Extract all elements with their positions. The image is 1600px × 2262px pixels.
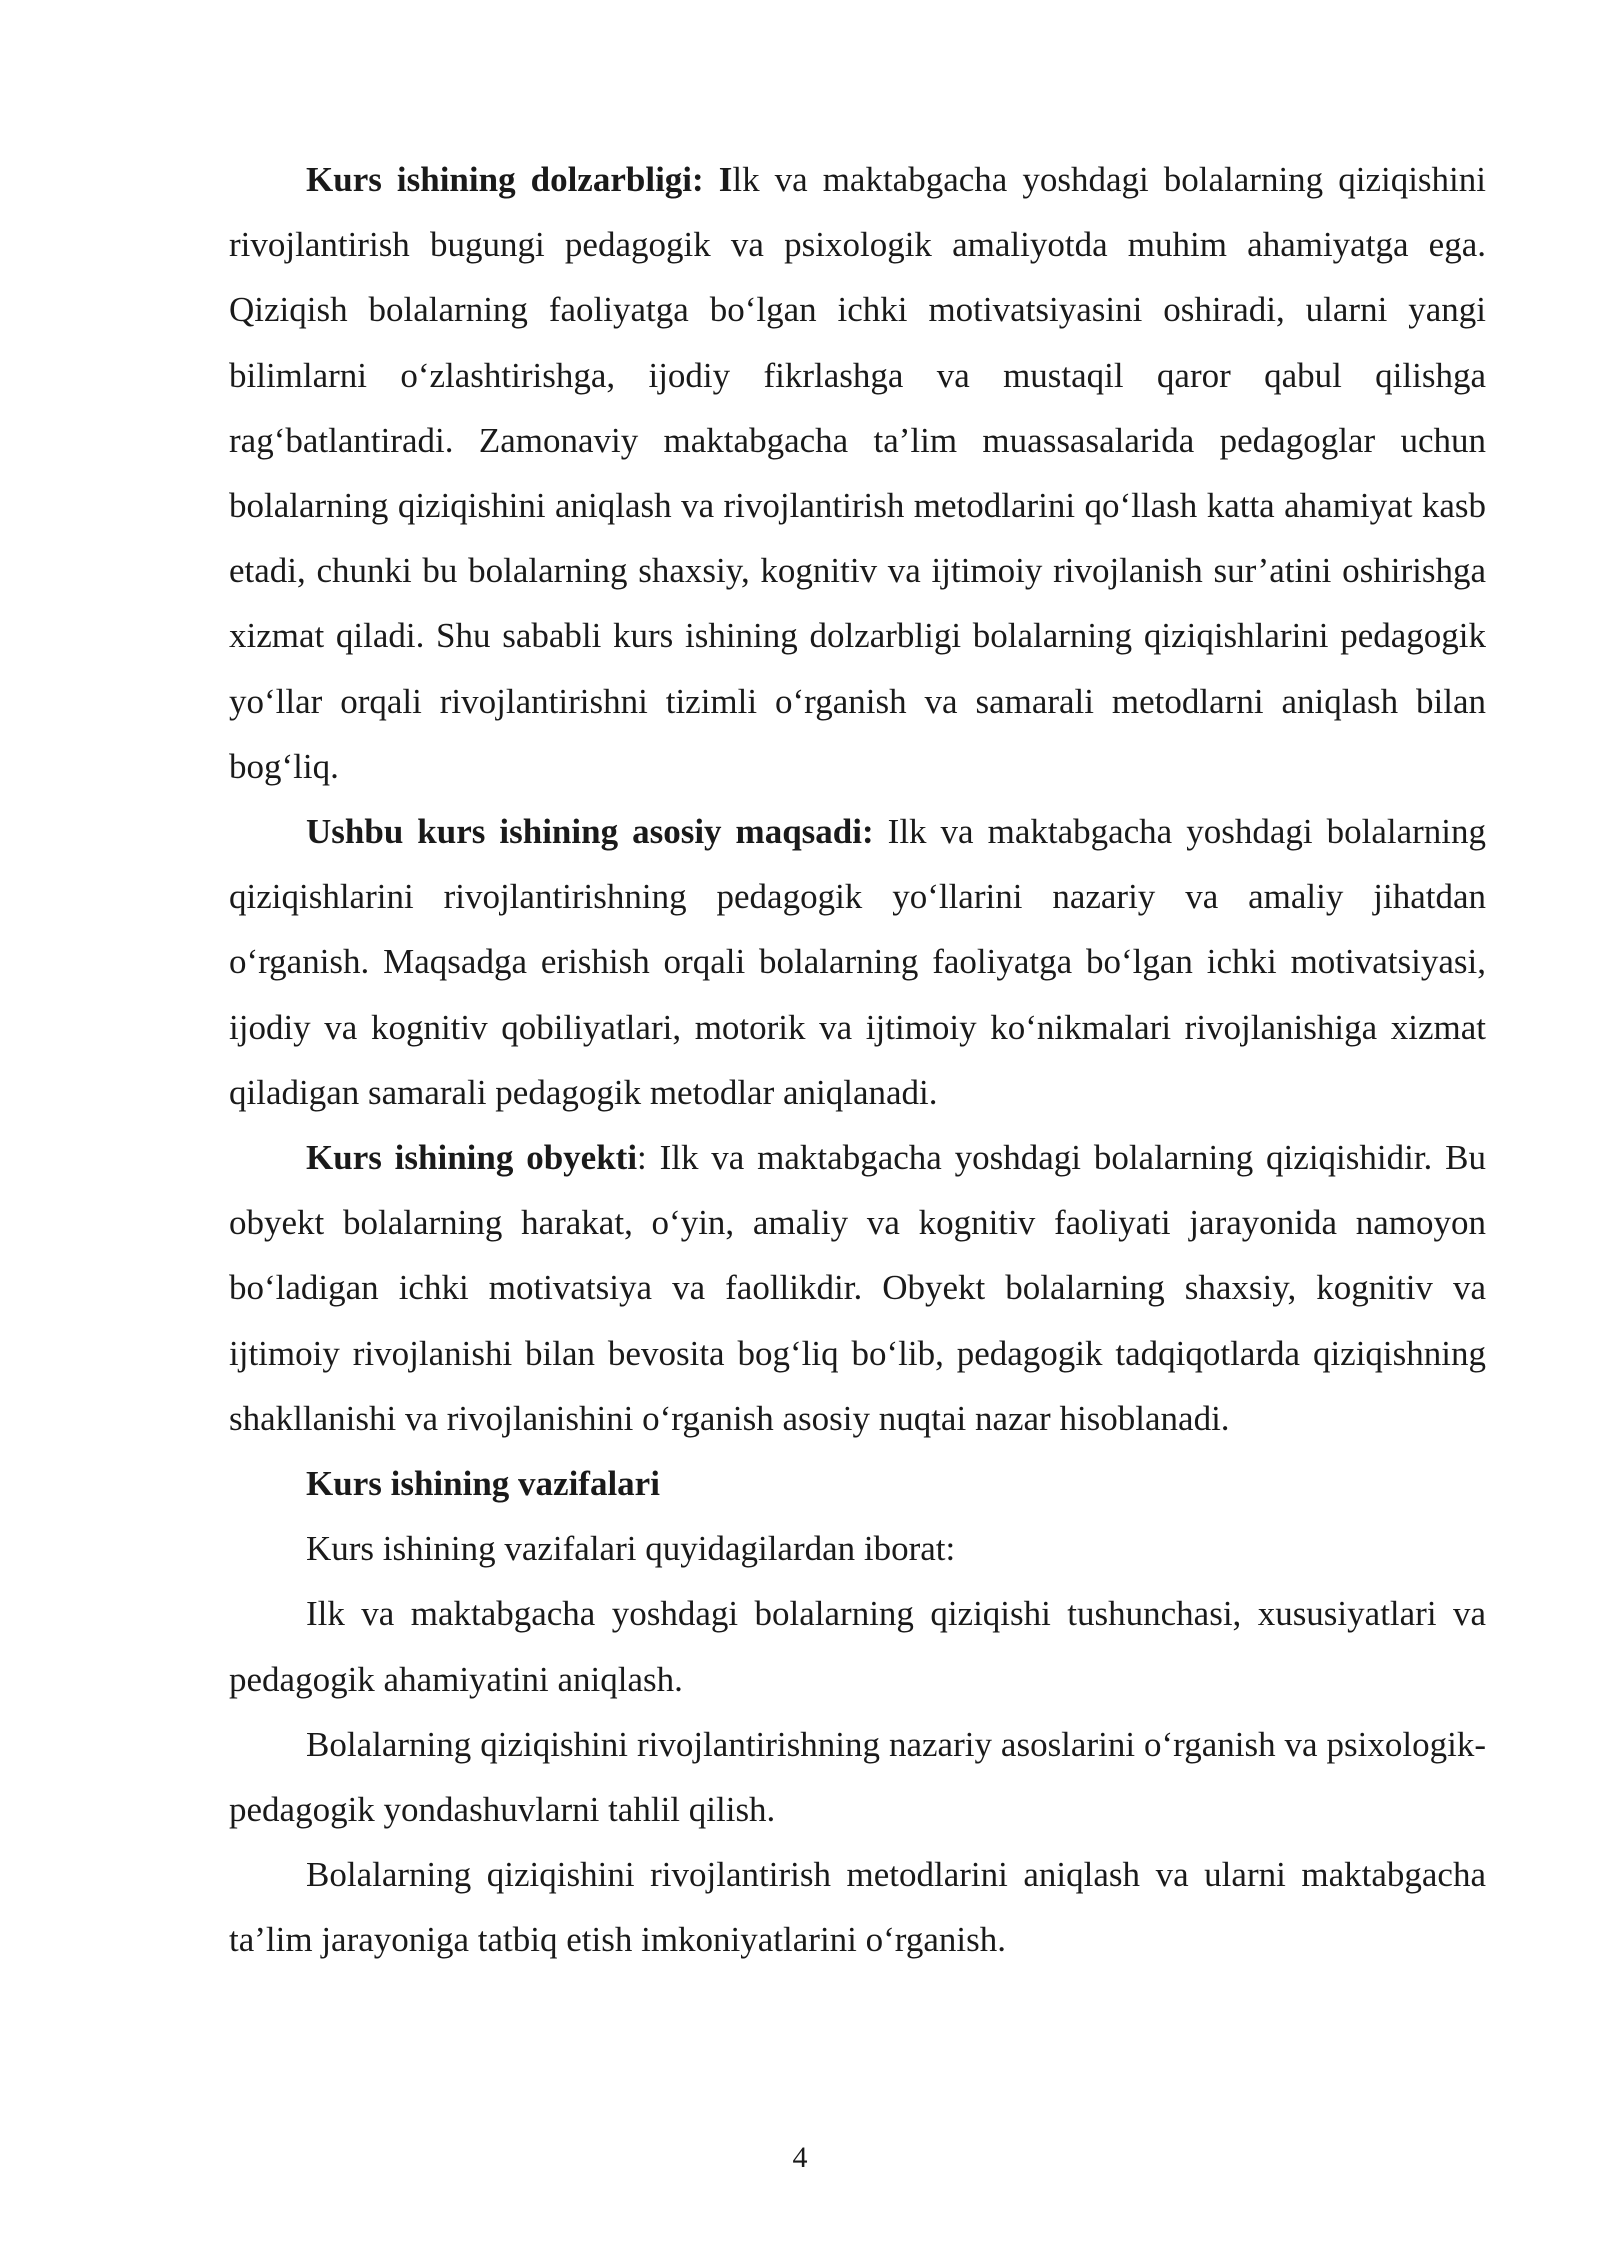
relevance-text: lk va maktabgacha yoshdagi bolalarning qiziqishini rivojlantirish bugungi pedagogik va psixologik amaliyotda muhim ahamiyatga ega. Qiziqish bolalarning faoliyatga bo‘lgan ichki motivatsiyasini oshiradi, ularni yangi bilimlarni o‘zlashtirishga, ijodiy fikrlashga va mustaqil qaror qabul qilishga rag‘batlantiradi. Zamonaviy maktabgacha ta’lim muassasalarida pedagoglar uchun bolalarning qiziqishini aniqlash va rivojlantirish metodlarini qo‘llash katta ahamiyat kasb etadi, chunki bu bolalarning shaxsiy, kognitiv va ijtimoiy rivojlanish sur’atini oshirishga xizmat qiladi. Shu sababli kurs ishining dolzarbligi bolalarning qiziqishlarini pedagogik yo‘llar orqali rivojlantirishni tizimli o‘rganish va samarali metodlarni aniqlash bilan bog‘liq. (229, 160, 1486, 786)
goal-label: Ushbu kurs ishining asosiy maqsadi: (306, 812, 874, 852)
object-label: Kurs ishining obyekti (306, 1138, 638, 1178)
goal-text: Ilk va maktabgacha yoshdagi bolalarning qiziqishlarini rivojlantirishning pedagogik yo‘llarini nazariy va amaliy jihatdan o‘rganish. Maqsadga erishish orqali bolalarning faoliyatga bo‘lgan ichki motivatsiyasi, ijodiy va kognitiv qobiliyatlari, motorik va ijtimoiy ko‘nikmalari rivojlanishiga xizmat qiladigan samarali pedagogik metodlar aniqlanadi. (229, 812, 1487, 1112)
object-text: : Ilk va maktabgacha yoshdagi bolalarning qiziqishidir. Bu obyekt bolalarning harakat, o‘yin, amaliy va kognitiv faoliyati jarayonida namoyon bo‘ladigan ichki motivatsiya va faollikdir. Obyekt bolalarning shaxsiy, kognitiv va ijtimoiy rivojlanishi bilan bevosita bog‘liq bo‘lib, pedagogik tadqiqotlarda qiziqishning shakllanishi va rivojlanishini o‘rganish asosiy nuqtai nazar hisoblanadi. (229, 1138, 1486, 1438)
page-number: 4 (792, 2141, 808, 2174)
task-item: Ilk va maktabgacha yoshdagi bolalarning qiziqishi tushunchasi, xususiyatlari va pedagogik ahamiyatini aniqlash. (229, 1594, 1486, 1699)
relevance-label: Kurs ishining dolzarbligi: (306, 160, 704, 199)
task-item: Bolalarning qiziqishini rivojlantirishning nazariy asoslarini o‘rganish va psixologik-pedagogik yondashuvlarni tahlil qilish. (229, 1724, 1486, 1830)
tasks-heading: Kurs ishining vazifalari (306, 1464, 660, 1504)
tasks-intro: Kurs ishining vazifalari quyidagilardan iborat: (306, 1529, 956, 1569)
task-item: Bolalarning qiziqishini rivojlantirish metodlarini aniqlash va ularni maktabgacha ta’lim jarayoniga tatbiq etish imkoniyatlarini o‘rganish. (229, 1855, 1486, 1960)
relevance-initial: I (718, 160, 733, 199)
relevance-paragraph (229, 147, 1486, 799)
page-content (229, 147, 1486, 1973)
object-paragraph (229, 1125, 1486, 1451)
goal-paragraph (229, 799, 1486, 1125)
